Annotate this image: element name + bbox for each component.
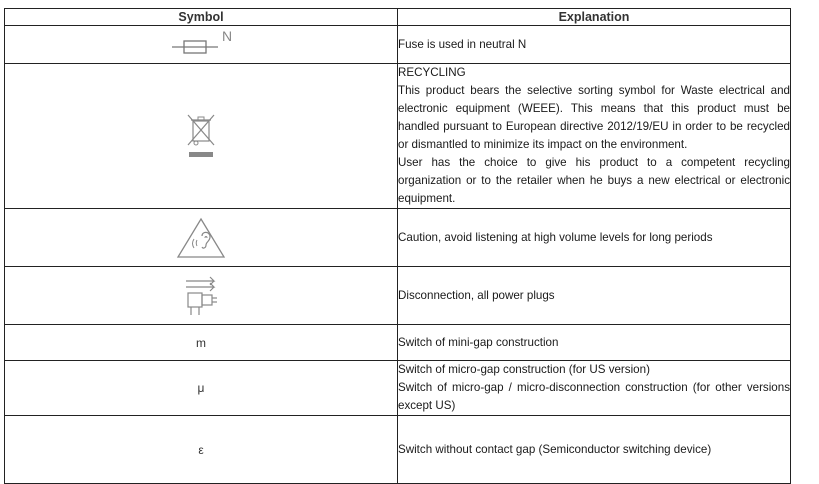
no-contact-gap-symbol: ε	[198, 442, 204, 457]
explanation-line: Switch of mini-gap construction	[398, 335, 559, 349]
explanation-cell	[398, 361, 791, 416]
neutral-label: N	[222, 27, 233, 44]
table-row	[5, 26, 791, 64]
explanation-line: Fuse is used in neutral N	[398, 37, 527, 51]
explanation-line: User has the choice to give his product to a competent recycling organization or to the retailer when he buys a new electrical or electronic equipment.	[398, 156, 790, 205]
header-row	[5, 9, 791, 26]
disconnect-plugs-icon	[178, 273, 224, 319]
explanation-cell	[398, 416, 791, 484]
weee-crossed-bin-icon	[184, 111, 218, 161]
explanation-cell	[398, 26, 791, 64]
explanation-line: Switch without contact gap (Semiconductor switching device)	[398, 442, 712, 456]
explanation-line: This product bears the selective sorting symbol for Waste electrical and electronic equipment (WEEE). This means that this product must be handled pursuant to European directive 2012/19/EU in order to be recycled or dismantled to minimize its impact on the environment.	[398, 84, 790, 151]
explanation-line: Caution, avoid listening at high volume levels for long periods	[398, 230, 713, 244]
symbol-cell	[5, 26, 398, 64]
symbol-cell	[5, 267, 398, 325]
table-row	[5, 325, 791, 361]
explanation-line: Disconnection, all power plugs	[398, 288, 555, 302]
micro-gap-symbol: μ	[197, 381, 205, 395]
explanation-cell	[398, 209, 791, 267]
table-row	[5, 209, 791, 267]
explanation-column-header: Explanation	[398, 9, 791, 26]
hearing-warning-icon	[175, 216, 227, 260]
table-row	[5, 267, 791, 325]
symbol-cell	[5, 325, 398, 361]
explanation-cell	[398, 267, 791, 325]
symbol-cell	[5, 416, 398, 484]
fuse-neutral-icon	[170, 36, 220, 58]
symbol-column-header: Symbol	[5, 9, 398, 26]
explanation-cell	[398, 325, 791, 361]
symbol-cell	[5, 64, 398, 209]
symbol-cell	[5, 209, 398, 267]
explanation-cell	[398, 64, 791, 209]
table-row	[5, 361, 791, 416]
symbol-cell	[5, 361, 398, 416]
mini-gap-symbol: m	[196, 335, 206, 350]
table-row	[5, 64, 791, 209]
explanation-line: RECYCLING	[398, 66, 466, 79]
table-row	[5, 416, 791, 484]
explanation-line: Switch of micro-gap / micro-disconnection construction (for other versions except US)	[398, 381, 790, 412]
symbol-table	[4, 8, 791, 484]
explanation-line: Switch of micro-gap construction (for US version)	[398, 363, 650, 376]
